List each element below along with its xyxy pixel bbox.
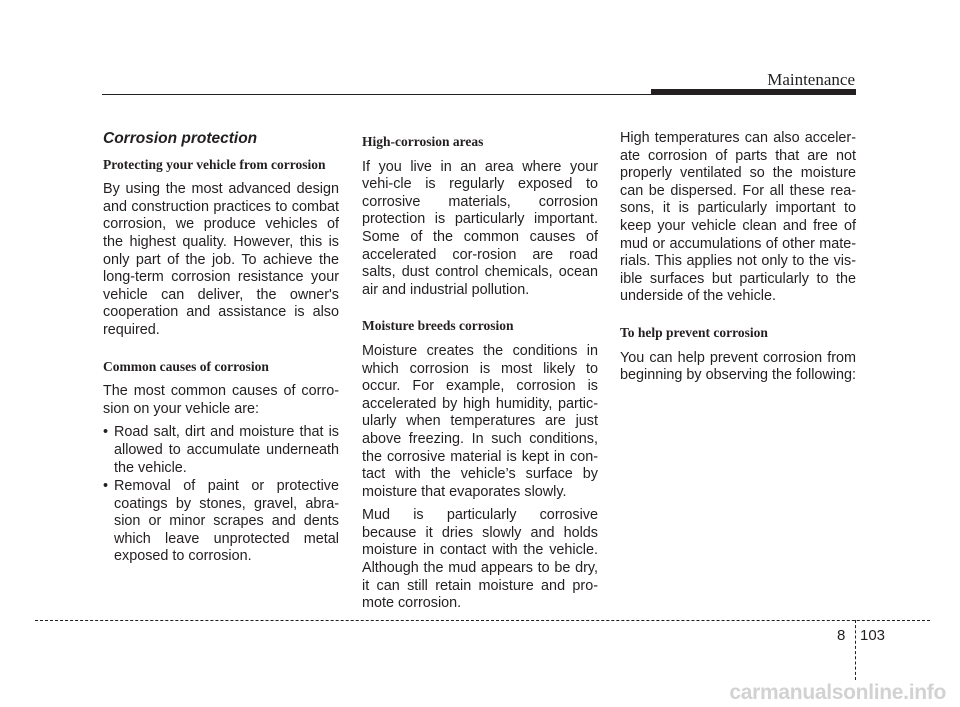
paragraph: High temperatures can also acceler-ate corrosion of parts that are not properly ventilated so the moisture can be dispersed. For all these rea-sons, it is particularly important to keep your vehicle clean and free of mud or accumulations of other mate-rials. This applies not only to the vis-ible surfaces but particularly to the underside of the vehicle. — [620, 130, 856, 305]
list-item: • Road salt, dirt and moisture that is allowed to accumulate underneath the vehicle. — [103, 424, 339, 477]
footer-divider — [855, 620, 856, 680]
paragraph: You can help prevent corrosion from beginning by observing the following: — [620, 349, 857, 384]
subheading-protecting: Protecting your vehicle from corrosion — [103, 156, 326, 172]
heading-corrosion-protection: Corrosion protection — [103, 130, 258, 147]
watermark: carmanualsonline.info — [729, 681, 946, 704]
subheading-high-corrosion: High-corrosion areas — [362, 134, 484, 149]
subheading-moisture: Moisture breeds corrosion — [362, 318, 514, 334]
section-title: Maintenance — [767, 70, 855, 89]
page-number: 103 — [860, 627, 886, 644]
subheading-help-prevent: To help prevent corrosion — [620, 324, 768, 340]
paragraph: The most common causes of corro-sion on your vehicle are: — [103, 383, 339, 417]
footer-rule — [35, 620, 930, 621]
paragraph: Mud is particularly corrosive because it dries slowly and holds moisture in contact with the vehicle. Although the mud appears to be dry, it can still retain moisture and pro-mote corrosion. — [362, 507, 598, 612]
column-middle — [362, 133, 598, 613]
header-rule-thick — [651, 89, 856, 95]
subheading-common-causes: Common causes of corrosion — [103, 358, 269, 374]
header-rule — [102, 94, 658, 95]
paragraph: If you live in an area where your vehi-cle is regularly exposed to corrosive materials, corrosion protection is particularly important. Some of the common causes of accelerated cor-rosion are road salts, dust control chemicals, ocean air and industrial pollution. — [362, 158, 598, 298]
bullet-list — [103, 424, 339, 566]
column-right — [620, 130, 856, 385]
paragraph: Moisture creates the conditions in which corrosion is most likely to occur. For example, corrosion is accelerated by high humidity, partic-ularly when temperatures are just above freezing. In such conditions, the corrosive material is kept in con-tact with the vehicle’s surface by moisture that evaporates slowly. — [362, 342, 598, 500]
paragraph: By using the most advanced design and construction practices to combat corrosion, we produce vehicles of the highest quality. However, this is only part of the job. To achieve the long-term corrosion resistance your vehicle can deliver, the owner's cooperation and assistance is also required. — [103, 181, 339, 338]
list-item: • Removal of paint or protective coatings by stones, gravel, abra-sion or minor scrapes and dents which leave unprotected metal exposed to corrosion. — [103, 478, 339, 566]
chapter-number: 8 — [837, 627, 846, 644]
column-left — [103, 130, 339, 567]
